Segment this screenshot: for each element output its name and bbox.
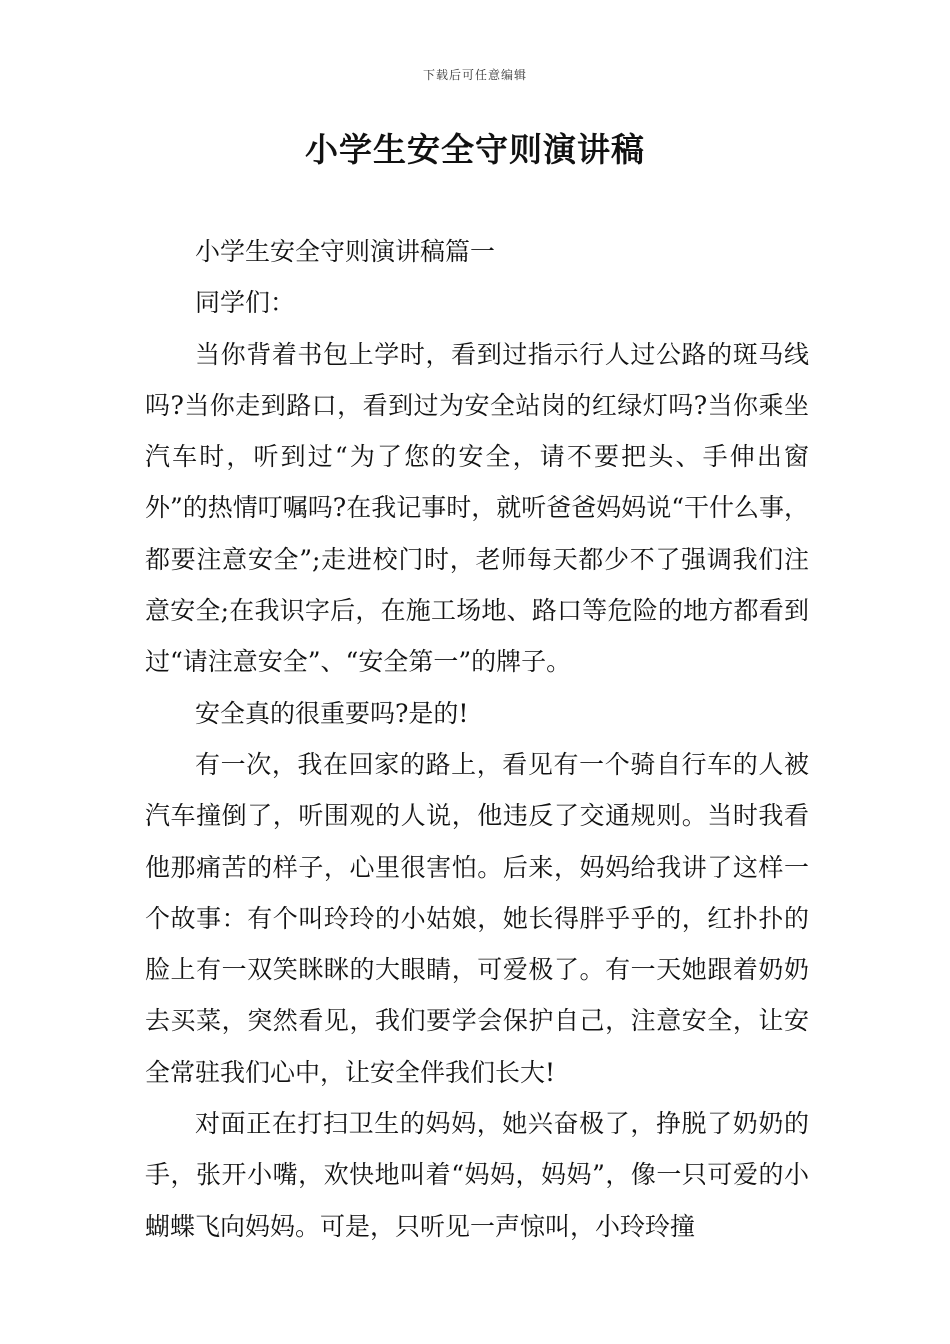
document-title: 小学生安全守则演讲稿 <box>305 130 645 169</box>
section-heading: 小学生安全守则演讲稿篇一 <box>195 237 496 266</box>
paragraph: 对面正在打扫卫生的妈妈，她兴奋极了，挣脱了奶奶的手，张开小嘴，欢快地叫着“妈妈，妈妈”，像一只可爱的小蝴蝶飞向妈妈。可是，只听见一声惊叫，小玲玲撞 <box>145 1109 809 1241</box>
salutation: 同学们： <box>195 288 296 318</box>
document-body <box>145 226 809 1252</box>
paragraph: 当你背着书包上学时，看到过指示行人过公路的斑马线吗?当你走到路口，看到过为安全站岗的红绿灯吗?当你乘坐汽车时，听到过“为了您的安全，请不要把头、手伸出窗外”的热情叮嘱吗?在我记事时，就听爸爸妈妈说“干什么事，都要注意安全”;走进校门时，老师每天都少不了强调我们注意安全;在我识字后，在施工场地、路口等危险的地方都看到过“请注意安全”、“安全第一”的牌子。 <box>145 339 809 677</box>
paragraph: 有一次，我在回家的路上，看见有一个骑自行车的人被汽车撞倒了，听围观的人说，他违反了交通规则。当时我看他那痛苦的样子，心里很害怕。后来，妈妈给我讲了这样一个故事：有个叫玲玲的小姑娘，她长得胖乎乎的，红扑扑的脸上有一双笑眯眯的大眼睛，可爱极了。有一天她跟着奶奶去买菜，突然看见，我们要学会保护自己，注意安全，让安全常驻我们心中，让安全伴我们长大! <box>145 749 809 1087</box>
paragraph: 安全真的很重要吗?是的! <box>195 698 469 728</box>
header-note: 下载后可任意编辑 <box>422 68 527 82</box>
